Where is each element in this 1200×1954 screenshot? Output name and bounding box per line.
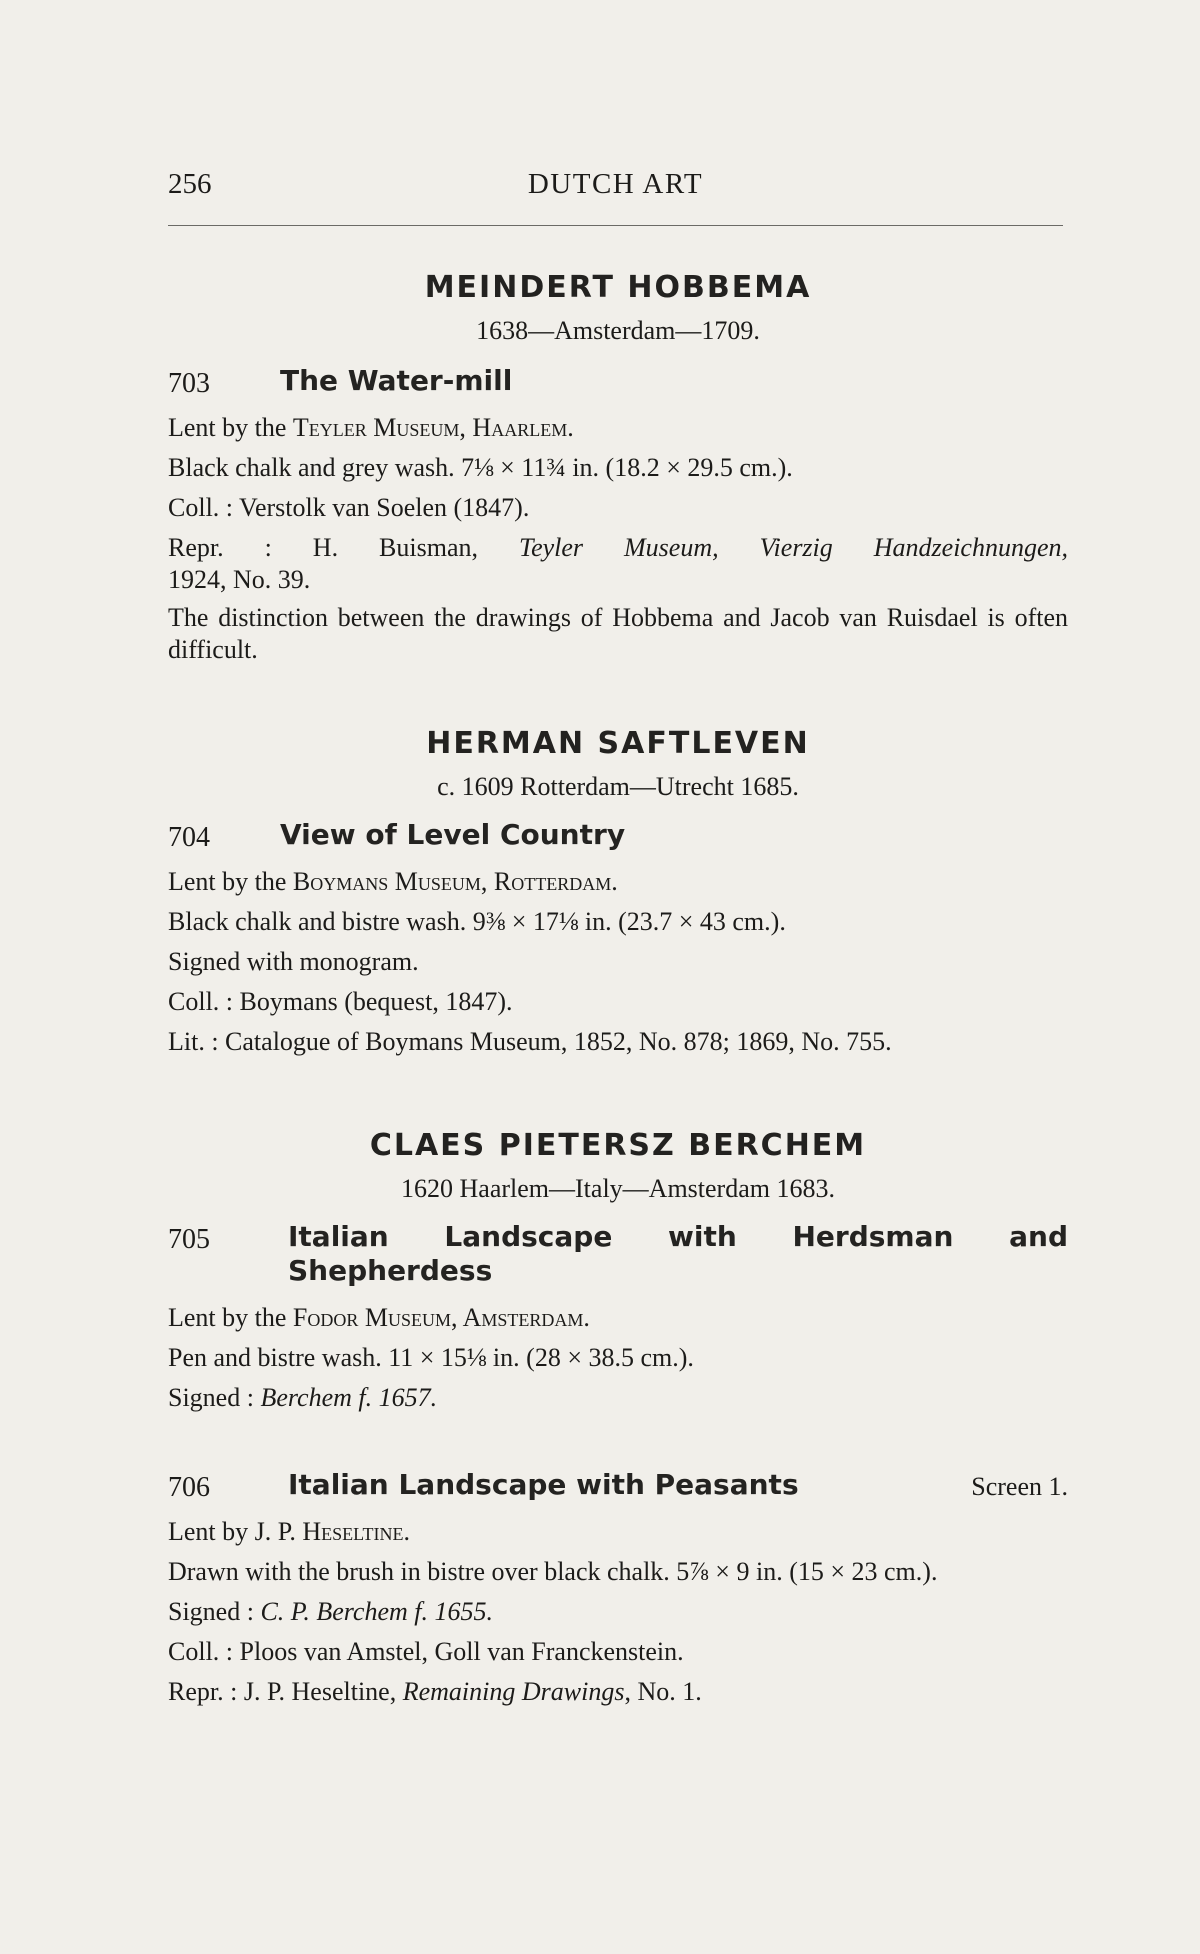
- signature: C. P. Berchem f. 1655.: [260, 1597, 493, 1626]
- lender: J. P. Heseltine.: [254, 1517, 410, 1546]
- header-rule: [168, 225, 1063, 226]
- repr-prefix: Repr. : H. Buisman,: [168, 533, 519, 562]
- signed-line: [168, 1382, 1068, 1414]
- lent-by-line: [168, 1302, 1068, 1334]
- catalogue-entry-706: [168, 1468, 1068, 1708]
- note-line: The distinction between the drawings of Hobbema and Jacob van Ruisdael is often difficult.: [168, 603, 1068, 664]
- reproduction-line-cont: 1924, No. 39.: [168, 565, 311, 594]
- signature: Berchem f. 1657.: [260, 1383, 438, 1412]
- collection-line: Coll. : Ploos van Amstel, Goll van Franckenstein.: [168, 1637, 684, 1666]
- entry-number: 706: [168, 1472, 210, 1503]
- catalogue-entry-703: [168, 364, 1068, 666]
- lender: Teyler Museum, Haarlem.: [292, 413, 574, 442]
- catalogue-entry-705: [168, 1220, 1068, 1414]
- artist-heading-hobbema: [168, 268, 1068, 348]
- lent-prefix: Lent by the: [168, 1303, 293, 1332]
- repr-title: Remaining Drawings: [402, 1677, 625, 1706]
- artist-name: MEINDERT HOBBEMA: [424, 270, 812, 305]
- repr-title: Teyler Museum, Vierzig Handzeichnungen,: [519, 533, 1068, 562]
- entry-title: Italian Landscape with Peasants: [288, 1468, 799, 1501]
- page-number: 256: [168, 168, 212, 200]
- collection-line: Coll. : Verstolk van Soelen (1847).: [168, 493, 530, 522]
- entry-header: [168, 364, 1068, 404]
- entry-title: Italian Landscape with Herdsman and Shepherdess: [288, 1220, 1068, 1287]
- medium-line: Black chalk and grey wash. 7⅛ × 11¾ in. (18.2 × 29.5 cm.).: [168, 453, 793, 482]
- lender: Boymans Museum, Rotterdam.: [292, 867, 618, 896]
- signed-prefix: Signed :: [168, 1597, 261, 1626]
- entry-number: 704: [168, 822, 210, 853]
- artist-heading-saftleven: [168, 724, 1068, 804]
- entry-header: [168, 1220, 1068, 1294]
- lent-by-line: [168, 866, 1068, 898]
- catalogue-entry-704: [168, 818, 1068, 1058]
- signed-line: [168, 1596, 1068, 1628]
- medium-line: Black chalk and bistre wash. 9⅜ × 17⅛ in. (23.7 × 43 cm.).: [168, 907, 786, 936]
- artist-heading-berchem: [168, 1126, 1068, 1206]
- running-title: DUTCH ART: [527, 168, 704, 200]
- entry-header: [168, 1468, 1068, 1508]
- signed-line: Signed with monogram.: [168, 947, 419, 976]
- lent-prefix: Lent by: [168, 1517, 255, 1546]
- entry-header: [168, 818, 1068, 858]
- lender: Fodor Museum, Amsterdam.: [292, 1303, 590, 1332]
- entry-title: View of Level Country: [280, 818, 626, 851]
- entry-title: The Water-mill: [280, 364, 513, 397]
- repr-prefix: Repr. : J. P. Heseltine,: [168, 1677, 403, 1706]
- entry-number: 705: [168, 1224, 210, 1255]
- artist-dates: 1638—Amsterdam—1709.: [476, 316, 760, 345]
- artist-dates: c. 1609 Rotterdam—Utrecht 1685.: [437, 772, 799, 801]
- medium-line: Drawn with the brush in bistre over black chalk. 5⅞ × 9 in. (15 × 23 cm.).: [168, 1557, 938, 1586]
- lent-by-line: [168, 412, 1068, 444]
- collection-line: Coll. : Boymans (bequest, 1847).: [168, 987, 513, 1016]
- lent-by-line: [168, 1516, 1068, 1548]
- lent-prefix: Lent by the: [168, 867, 293, 896]
- lent-prefix: Lent by the: [168, 413, 293, 442]
- repr-suffix: , No. 1.: [624, 1677, 702, 1706]
- literature-line: Lit. : Catalogue of Boymans Museum, 1852, No. 878; 1869, No. 755.: [168, 1027, 892, 1056]
- reproduction-line: [168, 532, 1068, 564]
- running-head: [168, 168, 1063, 208]
- screen-location: Screen 1.: [971, 1472, 1068, 1501]
- reproduction-line: [168, 1676, 1068, 1708]
- artist-dates: 1620 Haarlem—Italy—Amsterdam 1683.: [401, 1174, 835, 1203]
- artist-name: HERMAN SAFTLEVEN: [426, 726, 810, 761]
- artist-name: CLAES PIETERSZ BERCHEM: [369, 1128, 867, 1163]
- medium-line: Pen and bistre wash. 11 × 15⅛ in. (28 × 38.5 cm.).: [168, 1343, 694, 1372]
- entry-number: 703: [168, 368, 210, 399]
- signed-prefix: Signed :: [168, 1383, 261, 1412]
